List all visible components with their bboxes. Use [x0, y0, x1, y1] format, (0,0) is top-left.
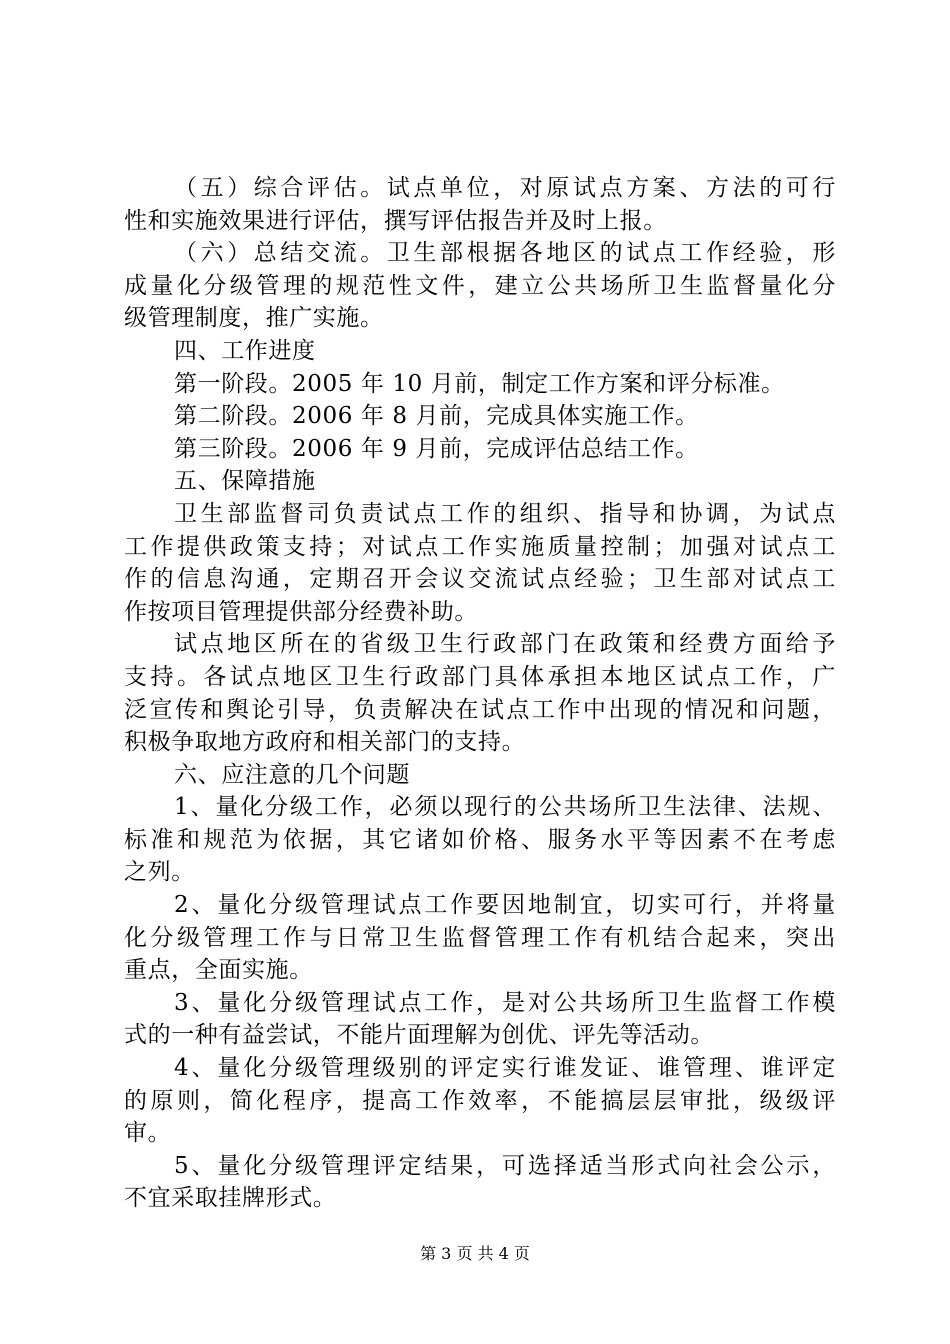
paragraph-line: 泛宣传和舆论引导，负责解决在试点工作中出现的情况和问题， [124, 696, 836, 723]
paragraph-line: 不宜采取挂牌形式。 [124, 1185, 337, 1212]
paragraph-line: 试点地区所在的省级卫生行政部门在政策和经费方面给予 [174, 631, 836, 658]
paragraph-line: 支持。各试点地区卫生行政部门具体承担本地区试点工作，广 [124, 663, 836, 690]
section-heading: 五、保障措施 [174, 468, 316, 495]
paragraph-line: 第一阶段。2005 年 10 月前，制定工作方案和评分标准。 [174, 370, 785, 397]
paragraph-line: 性和实施效果进行评估，撰写评估报告并及时上报。 [124, 207, 667, 234]
paragraph-line: 作的信息沟通，定期召开会议交流试点经验；卫生部对试点工 [124, 566, 836, 593]
paragraph-line: 作按项目管理提供部分经费补助。 [124, 598, 478, 625]
paragraph-line: 成量化分级管理的规范性文件，建立公共场所卫生监督量化分 [124, 272, 836, 299]
page-footer: 第 3 页 共 4 页 [420, 1244, 530, 1263]
paragraph-line: 第三阶段。2006 年 9 月前，完成评估总结工作。 [174, 435, 699, 462]
paragraph-line: 级管理制度，推广实施。 [124, 305, 384, 332]
paragraph-line: 4、量化分级管理级别的评定实行谁发证、谁管理、谁评定 [174, 1055, 836, 1082]
paragraph-line: 2、量化分级管理试点工作要因地制宜，切实可行，并将量 [174, 892, 836, 919]
document-body [124, 172, 836, 1215]
paragraph-line: 卫生部监督司负责试点工作的组织、指导和协调，为试点 [174, 500, 836, 527]
paragraph-line: 的原则，简化程序，提高工作效率，不能搞层层审批，级级评 [124, 1087, 836, 1114]
section-heading: 四、工作进度 [174, 337, 316, 364]
paragraph-line: 3、量化分级管理试点工作，是对公共场所卫生监督工作模 [174, 989, 836, 1016]
paragraph-line: （六）总结交流。卫生部根据各地区的试点工作经验，形 [174, 240, 836, 267]
paragraph-line: （五）综合评估。试点单位，对原试点方案、方法的可行 [174, 175, 836, 201]
paragraph-line: 重点，全面实施。 [124, 957, 313, 984]
paragraph-line: 积极争取地方政府和相关部门的支持。 [124, 729, 526, 756]
paragraph-line: 5、量化分级管理评定结果，可选择适当形式向社会公示， [174, 1152, 836, 1179]
paragraph-line: 之列。 [124, 859, 195, 886]
section-heading: 六、应注意的几个问题 [174, 761, 410, 788]
paragraph-line: 工作提供政策支持；对试点工作实施质量控制；加强对试点工 [124, 533, 836, 560]
paragraph-line: 审。 [124, 1120, 172, 1147]
paragraph-line: 第二阶段。2006 年 8 月前，完成具体实施工作。 [174, 403, 699, 430]
paragraph-line: 化分级管理工作与日常卫生监督管理工作有机结合起来，突出 [124, 924, 836, 951]
paragraph-line: 式的一种有益尝试，不能片面理解为创优、评先等活动。 [124, 1022, 714, 1049]
paragraph-line: 1、量化分级工作，必须以现行的公共场所卫生法律、法规、 [174, 794, 836, 821]
paragraph-line: 标准和规范为依据，其它诸如价格、服务水平等因素不在考虑 [124, 826, 836, 853]
